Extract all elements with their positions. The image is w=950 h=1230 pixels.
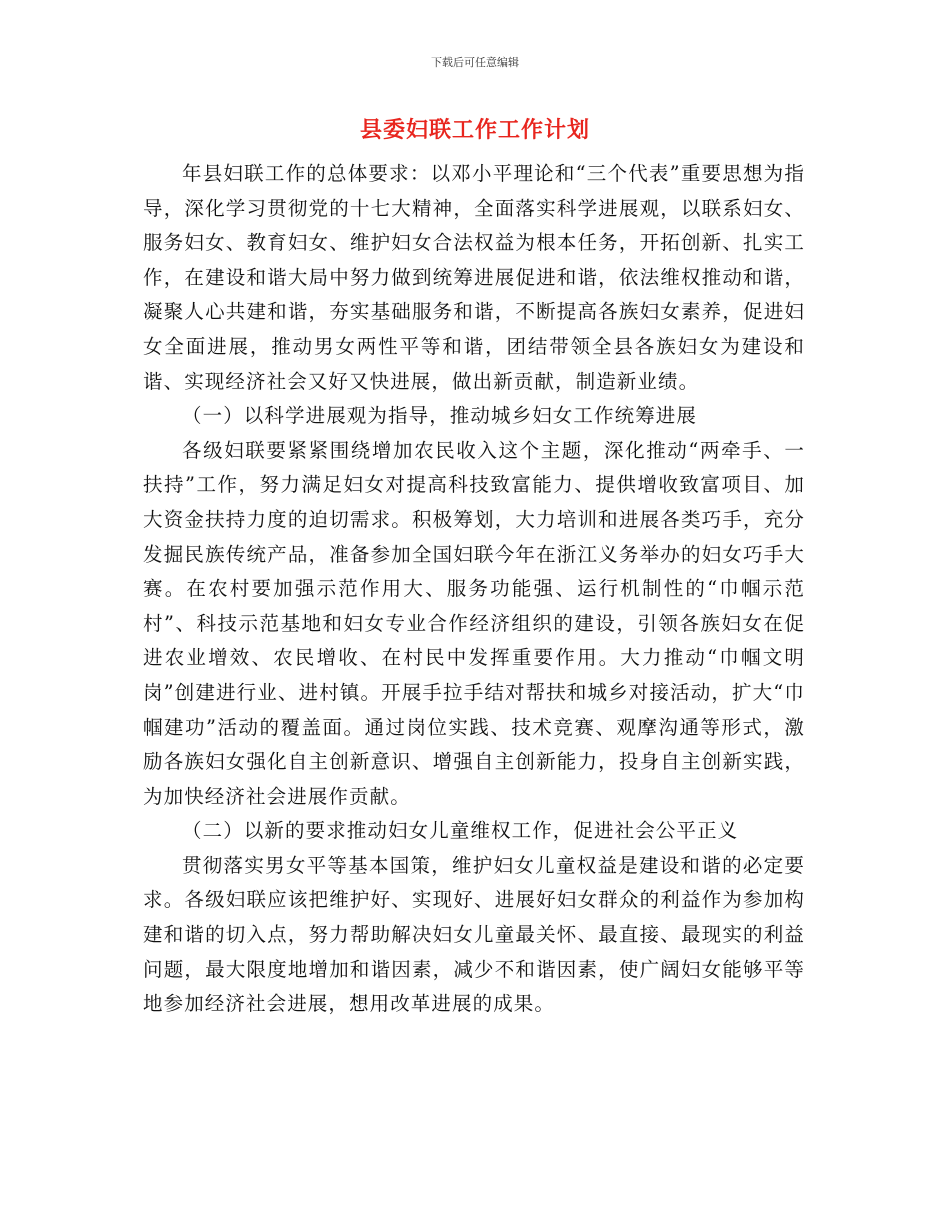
- paragraph-general-requirements: 年县妇联工作的总体要求：以邓小平理论和“三个代表”重要思想为指导，深化学习贯彻党的十七大精神，全面落实科学进展观，以联系妇女、服务妇女、教育妇女、维护妇女合法权益为根本任务，开拓创新、扎实工作，在建设和谐大局中努力做到统筹进展促进和谐，依法维权推动和谐，凝聚人心共建和谐，夯实基础服务和谐，不断提高各族妇女素养，促进妇女全面进展，推动男女两性平等和谐，团结带领全县各族妇女为建设和谐、实现经济社会又好又快进展，做出新贡献，制造新业绩。: [143, 162, 805, 393]
- section-heading-1: （一）以科学进展观为指导，推动城乡妇女工作统筹进展: [182, 404, 698, 428]
- page-header-note: 下载后可任意编辑: [431, 56, 519, 69]
- paragraph-section-1: 各级妇联要紧紧围绕增加农民收入这个主题，深化推动“两牵手、一扶持”工作，努力满足妇女对提高科技致富能力、提供增收致富项目、加大资金扶持力度的迫切需求。积极筹划，大力培训和进展各类巧手，充分发掘民族传统产品，准备参加全国妇联今年在浙江义务举办的妇女巧手大赛。在农村要加强示范作用大、服务功能强、运行机制性的“巾帼示范村”、科技示范基地和妇女专业合作经济组织的建设，引领各族妇女在促进农业增效、农民增收、在村民中发挥重要作用。大力推动“巾帼文明岗”创建进行业、进村镇。开展手拉手结对帮扶和城乡对接活动，扩大“巾帼建功”活动的覆盖面。通过岗位实践、技术竞赛、观摩沟通等形式，激励各族妇女强化自主创新意识、增强自主创新能力，投身自主创新实践，为加快经济社会进展作贡献。: [143, 438, 805, 808]
- document-body: [143, 157, 805, 1022]
- section-heading-2: （二）以新的要求推动妇女儿童维权工作，促进社会公平正义: [182, 819, 739, 843]
- paragraph-section-2: 贯彻落实男女平等基本国策，维护妇女儿童权益是建设和谐的必定要求。各级妇联应该把维护好、实现好、进展好妇女群众的利益作为参加构建和谐的切入点，努力帮助解决妇女儿童最关怀、最直接、最现实的利益问题，最大限度地增加和谐因素，减少不和谐因素，使广阔妇女能够平等地参加经济社会进展，想用改革进展的成果。: [143, 853, 805, 1016]
- document-title: 县委妇联工作工作计划: [359, 118, 590, 143]
